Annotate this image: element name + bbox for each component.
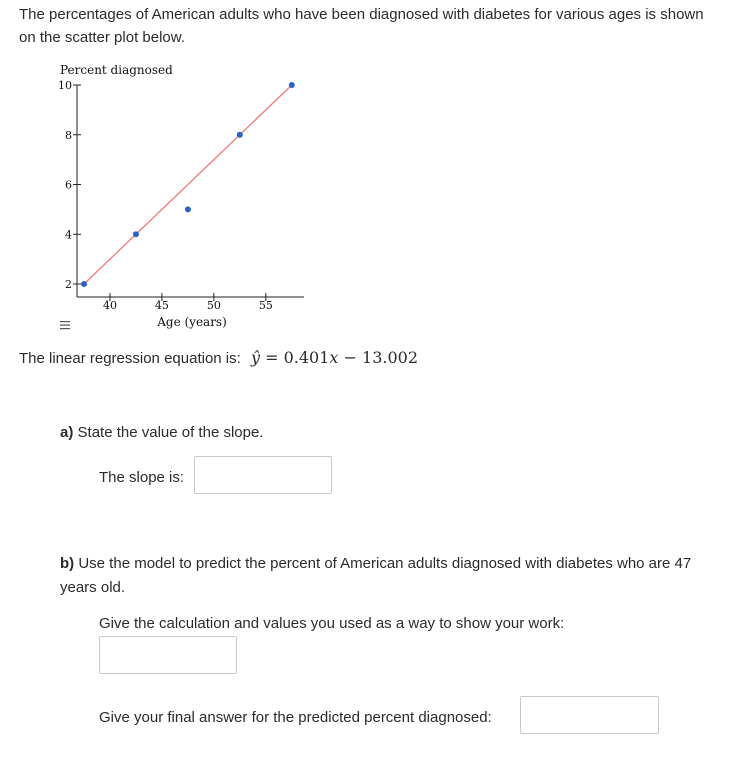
data-point [237, 132, 243, 138]
work-input[interactable] [99, 636, 237, 674]
regression-line [84, 85, 292, 284]
y-tick-label: 6 [65, 178, 72, 192]
x-tick-label: 40 [102, 299, 117, 312]
menu-icon[interactable] [60, 320, 70, 330]
part-a-question: a) State the value of the slope. [60, 424, 264, 441]
data-point [81, 281, 87, 287]
x-tick-label: 50 [206, 299, 221, 312]
y-tick-label: 8 [65, 128, 72, 142]
y-tick-label: 2 [65, 278, 72, 291]
slope-label: The slope is: [99, 469, 185, 486]
final-answer-input[interactable] [520, 696, 659, 734]
final-answer-label: Give your final answer for the predicted percent diagnosed: [99, 709, 492, 726]
x-tick-label: 45 [154, 299, 169, 312]
data-point [133, 231, 139, 237]
slope-input[interactable] [194, 456, 332, 494]
scatter-plot [0, 0, 737, 340]
regression-equation [19, 348, 418, 367]
y-tick-label: 4 [65, 228, 72, 242]
x-tick-label: 55 [258, 299, 273, 312]
data-point [289, 82, 295, 88]
equation-label: The linear regression equation is: [19, 350, 241, 367]
equation-math: ŷ = 0.401x − 13.002 [250, 348, 418, 367]
part-b-question: b) Use the model to predict the percent of American adults diagnosed with diabetes who are 47 years old. [60, 555, 692, 596]
y-tick-label: 10 [58, 79, 72, 92]
y-axis-label: Percent diagnosed [60, 63, 173, 77]
intro-text: The percentages of American adults who have been diagnosed with diabetes for various ages is shown on the scatter plot below. [19, 6, 704, 46]
data-point [185, 206, 191, 212]
work-label: Give the calculation and values you used as a way to show your work: [99, 615, 565, 632]
x-axis-label: Age (years) [157, 315, 227, 329]
